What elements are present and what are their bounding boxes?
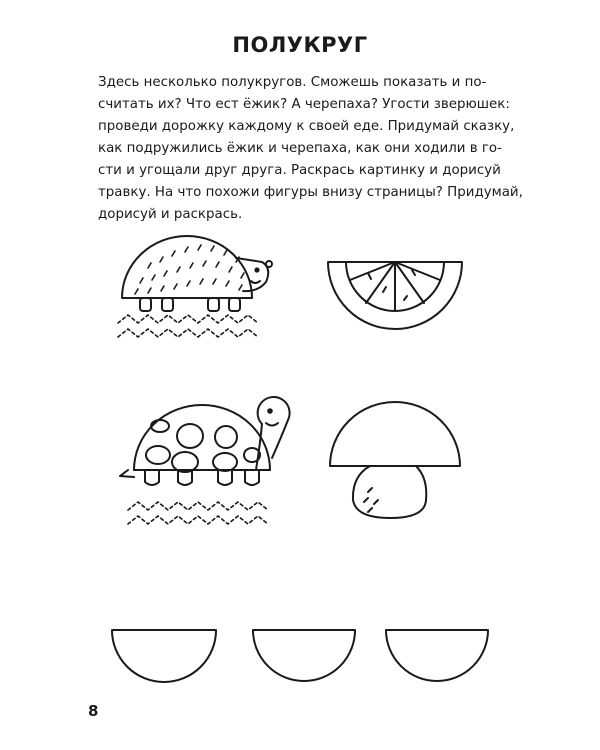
semicircle-shape bbox=[253, 630, 355, 681]
hedgehog-path-lines bbox=[118, 315, 258, 337]
text-line: проведи дорожку каждому к своей еде. Придумай сказку, bbox=[98, 119, 515, 134]
text-line: Здесь несколько полукругов. Сможешь показать и по- bbox=[98, 75, 487, 90]
page-title: ПОЛУКРУГ bbox=[232, 33, 368, 57]
turtle-path-lines bbox=[128, 502, 268, 524]
text-line: травку. На что похожи фигуры внизу страницы? Придумай, bbox=[98, 185, 523, 200]
text-line: считать их? Что ест ёжик? А черепаха? Угости зверюшек: bbox=[98, 97, 510, 112]
watermelon-slice-illustration bbox=[328, 262, 462, 329]
semicircle-shape bbox=[386, 630, 488, 681]
page-number: 8 bbox=[88, 702, 99, 720]
hedgehog-spines bbox=[135, 245, 244, 294]
text-line: дорисуй и раскрась. bbox=[98, 207, 243, 222]
mushroom-illustration bbox=[330, 402, 460, 518]
text-line: как подружились ёжик и черепаха, как они ходили в го- bbox=[98, 141, 502, 156]
turtle-illustration bbox=[120, 397, 290, 524]
semicircle-shape bbox=[112, 630, 216, 682]
hedgehog-illustration bbox=[118, 236, 272, 337]
text-line: сти и угощали друг друга. Раскрась картинку и дорисуй bbox=[98, 163, 501, 178]
